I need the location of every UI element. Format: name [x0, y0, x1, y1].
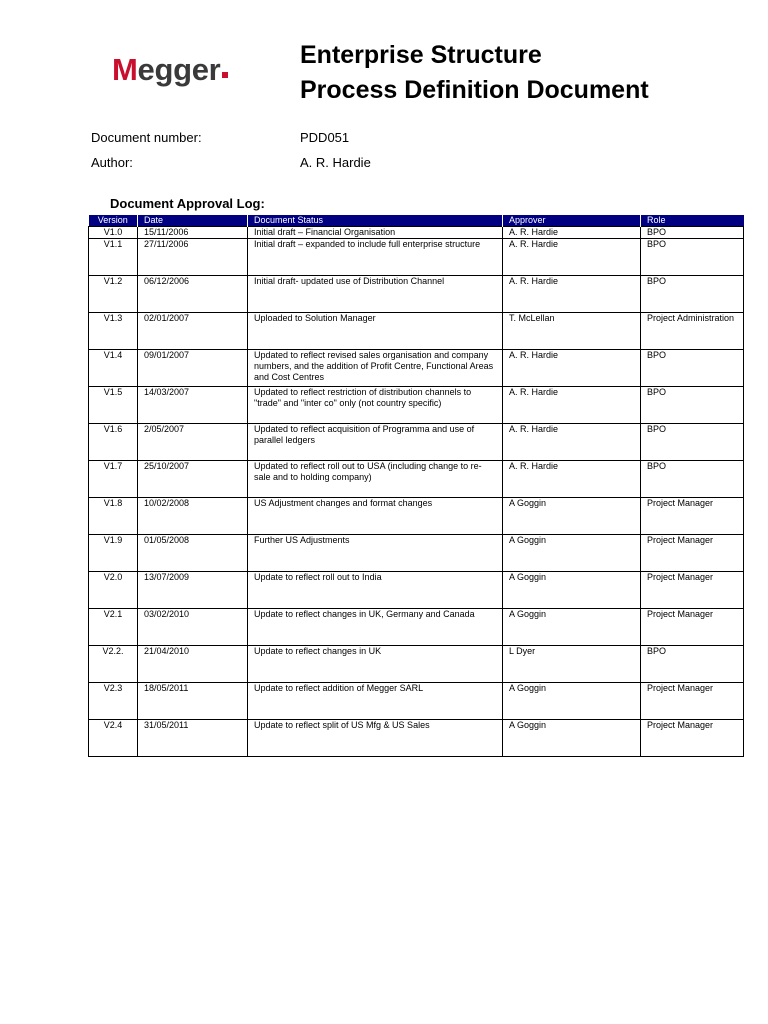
approval-log-heading: Document Approval Log:: [110, 196, 265, 211]
table-row: [89, 387, 744, 424]
cell-approver: A. R. Hardie: [503, 461, 641, 498]
cell-date: 10/02/2008: [138, 498, 248, 535]
cell-role: Project Manager: [641, 535, 744, 572]
cell-version: V1.0: [89, 227, 138, 239]
cell-status: Initial draft – expanded to include full enterprise structure: [248, 239, 503, 276]
cell-status: Updated to reflect roll out to USA (including change to re-sale and to holding company): [248, 461, 503, 498]
table-row: [89, 572, 744, 609]
doc-number-label: Document number:: [91, 130, 202, 145]
cell-version: V1.3: [89, 313, 138, 350]
cell-date: 06/12/2006: [138, 276, 248, 313]
cell-status: Update to reflect changes in UK, Germany and Canada: [248, 609, 503, 646]
table-row: [89, 350, 744, 387]
cell-role: Project Manager: [641, 720, 744, 757]
header-role: Role: [641, 215, 744, 227]
cell-version: V2.2.: [89, 646, 138, 683]
cell-status: Updated to reflect acquisition of Programma and use of parallel ledgers: [248, 424, 503, 461]
table-body: [89, 227, 744, 757]
table-row: [89, 609, 744, 646]
cell-approver: A. R. Hardie: [503, 276, 641, 313]
author-value: A. R. Hardie: [300, 155, 371, 170]
table-row: [89, 646, 744, 683]
cell-role: BPO: [641, 227, 744, 239]
cell-date: 21/04/2010: [138, 646, 248, 683]
approval-log-table: [88, 215, 744, 757]
cell-date: 14/03/2007: [138, 387, 248, 424]
cell-status: Uploaded to Solution Manager: [248, 313, 503, 350]
cell-date: 02/01/2007: [138, 313, 248, 350]
cell-approver: A Goggin: [503, 683, 641, 720]
cell-date: 25/10/2007: [138, 461, 248, 498]
cell-approver: A. R. Hardie: [503, 239, 641, 276]
cell-version: V1.2: [89, 276, 138, 313]
cell-role: Project Manager: [641, 683, 744, 720]
table-row: [89, 239, 744, 276]
header-version: Version: [89, 215, 138, 227]
cell-approver: A Goggin: [503, 498, 641, 535]
cell-role: Project Manager: [641, 572, 744, 609]
cell-status: Update to reflect addition of Megger SARL: [248, 683, 503, 720]
table-row: [89, 227, 744, 239]
title-line-1: Enterprise Structure: [300, 41, 542, 69]
cell-version: V2.3: [89, 683, 138, 720]
megger-logo: [112, 52, 228, 92]
cell-date: 18/05/2011: [138, 683, 248, 720]
table-row: [89, 535, 744, 572]
cell-approver: A Goggin: [503, 535, 641, 572]
cell-status: Update to reflect roll out to India: [248, 572, 503, 609]
cell-version: V1.7: [89, 461, 138, 498]
cell-status: Updated to reflect revised sales organisation and company numbers, and the addition of Profit Centre, Functional Areas and Cost Centres: [248, 350, 503, 387]
cell-role: BPO: [641, 461, 744, 498]
cell-status: Further US Adjustments: [248, 535, 503, 572]
header-approver: Approver: [503, 215, 641, 227]
cell-date: 03/02/2010: [138, 609, 248, 646]
logo-initial: M: [112, 52, 138, 87]
cell-version: V1.6: [89, 424, 138, 461]
cell-status: Initial draft- updated use of Distribution Channel: [248, 276, 503, 313]
cell-date: 31/05/2011: [138, 720, 248, 757]
cell-role: BPO: [641, 424, 744, 461]
cell-approver: A Goggin: [503, 720, 641, 757]
cell-role: Project Manager: [641, 609, 744, 646]
cell-status: US Adjustment changes and format changes: [248, 498, 503, 535]
table-row: [89, 461, 744, 498]
header-date: Date: [138, 215, 248, 227]
cell-status: Update to reflect split of US Mfg & US Sales: [248, 720, 503, 757]
cell-status: Updated to reflect restriction of distribution channels to "trade" and "inter co" only (not country specific): [248, 387, 503, 424]
cell-role: BPO: [641, 646, 744, 683]
logo-dot: [222, 72, 228, 78]
document-title: [300, 38, 649, 108]
table-row: [89, 424, 744, 461]
cell-version: V2.1: [89, 609, 138, 646]
cell-date: 27/11/2006: [138, 239, 248, 276]
cell-role: Project Manager: [641, 498, 744, 535]
cell-approver: A. R. Hardie: [503, 387, 641, 424]
cell-version: V1.9: [89, 535, 138, 572]
cell-role: BPO: [641, 387, 744, 424]
cell-approver: A. R. Hardie: [503, 227, 641, 239]
logo-rest: egger: [137, 52, 221, 87]
cell-version: V1.1: [89, 239, 138, 276]
cell-date: 15/11/2006: [138, 227, 248, 239]
cell-date: 13/07/2009: [138, 572, 248, 609]
cell-approver: A Goggin: [503, 609, 641, 646]
table-row: [89, 720, 744, 757]
title-line-2: Process Definition Document: [300, 76, 649, 104]
cell-date: 2/05/2007: [138, 424, 248, 461]
cell-role: BPO: [641, 239, 744, 276]
cell-status: Initial draft – Financial Organisation: [248, 227, 503, 239]
cell-date: 09/01/2007: [138, 350, 248, 387]
cell-role: BPO: [641, 350, 744, 387]
cell-approver: A. R. Hardie: [503, 424, 641, 461]
cell-version: V1.8: [89, 498, 138, 535]
table-row: [89, 313, 744, 350]
cell-approver: T. McLellan: [503, 313, 641, 350]
cell-version: V2.0: [89, 572, 138, 609]
cell-role: BPO: [641, 276, 744, 313]
cell-version: V2.4: [89, 720, 138, 757]
table-row: [89, 683, 744, 720]
cell-status: Update to reflect changes in UK: [248, 646, 503, 683]
cell-date: 01/05/2008: [138, 535, 248, 572]
cell-role: Project Administration: [641, 313, 744, 350]
doc-number-value: PDD051: [300, 130, 350, 145]
cell-version: V1.5: [89, 387, 138, 424]
header-status: Document Status: [248, 215, 503, 227]
cell-approver: L Dyer: [503, 646, 641, 683]
author-label: Author:: [91, 155, 133, 170]
cell-approver: A. R. Hardie: [503, 350, 641, 387]
table-header-row: [89, 215, 744, 227]
table-row: [89, 276, 744, 313]
table-row: [89, 498, 744, 535]
cell-approver: A Goggin: [503, 572, 641, 609]
cell-version: V1.4: [89, 350, 138, 387]
